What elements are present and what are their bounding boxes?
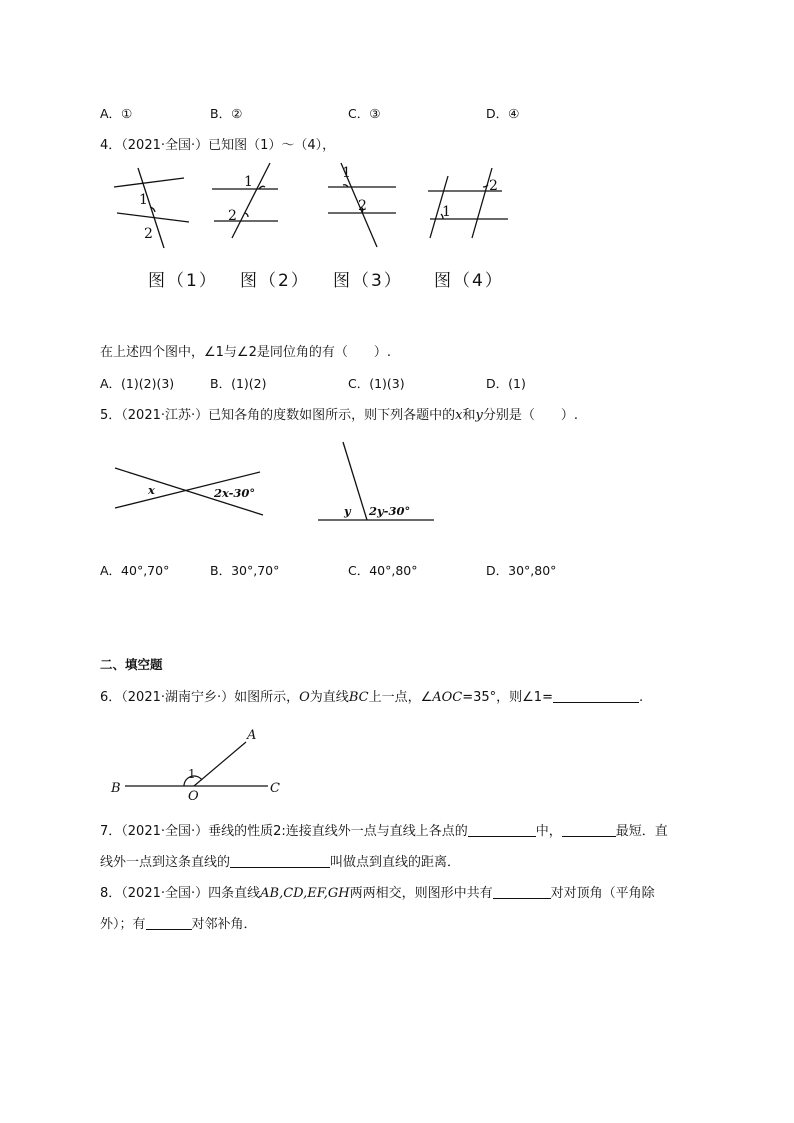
q5-fig1-expr: 2x-30°: [214, 486, 256, 500]
q6-stem: [100, 686, 643, 705]
q7-blank-2[interactable]: [562, 822, 616, 837]
q7-l1-b: 中，: [535, 824, 562, 839]
fig1-angle-1: 1: [139, 192, 148, 208]
q5-stem-after: 分别是（ ）.: [482, 408, 578, 423]
q7-l1-c: 最短．直: [615, 824, 668, 839]
q6-line-bc: BC: [348, 690, 369, 705]
q6-figure: [100, 722, 300, 804]
q8-line-names: AB,CD,EF,GH: [260, 886, 350, 901]
q6-angle-aoc: AOC: [432, 690, 463, 705]
q4-option-d: D．(1): [486, 376, 526, 391]
q6-label-b: B: [111, 781, 121, 796]
q3-option-a: A．①: [100, 106, 133, 121]
q7-line-1: [100, 820, 668, 839]
q5-option-a: A．40°,70°: [100, 563, 170, 578]
fig3-angle-2: 2: [358, 198, 367, 214]
q7-line-2: [100, 851, 460, 870]
q4-figures: [100, 158, 540, 253]
q8-l1-b: 两两相交，则图形中共有: [349, 886, 493, 901]
q8-l1-c: 对对顶角（平角除: [550, 886, 655, 901]
q5-fig1-x: x: [148, 483, 155, 497]
q5-stem: [100, 404, 578, 423]
q8-line-2: [100, 913, 257, 932]
q7-blank-1[interactable]: [468, 822, 536, 837]
fig1-line-top: [114, 178, 184, 187]
q6-point-o: O: [299, 690, 310, 705]
q7-l2-b: 叫做点到直线的距离．: [330, 855, 461, 870]
fig1-angle-2: 2: [144, 226, 153, 242]
fig-label-1: 图（1）: [148, 271, 218, 291]
fig2-arc-2: [245, 213, 248, 217]
q8-l2-b: 对邻补角．: [191, 917, 257, 932]
fig4-angle-2: 2: [489, 178, 498, 194]
q8-l1-a: 8．（2021·全国·）四条直线: [100, 886, 261, 901]
fig4-angle-1: 1: [442, 204, 451, 220]
fig2-angle-2: 2: [228, 208, 237, 224]
q5-fig2-expr: 2y-30°: [369, 504, 411, 518]
q5-option-b: B．30°,70°: [210, 563, 280, 578]
q6-label-a: A: [247, 728, 257, 743]
q7-l2-a: 线外一点到这条直线的: [100, 855, 231, 870]
fig-label-2: 图（2）: [240, 271, 310, 291]
q5-figures: [100, 440, 440, 530]
q6-label-1: 1: [188, 767, 196, 781]
q4-option-c: C．(1)(3): [348, 376, 405, 391]
q6-stem-end: .: [638, 690, 644, 705]
fig2-angle-1: 1: [244, 174, 253, 190]
q6-stem-b: 为直线: [309, 690, 349, 705]
q5-option-c: C．40°,80°: [348, 563, 418, 578]
q7-l1-a: 7．（2021·全国·）垂线的性质2:连接直线外一点与直线上各点的: [100, 824, 468, 839]
q5-fig2-y: y: [344, 504, 351, 518]
q4-option-a: A．(1)(2)(3): [100, 376, 175, 391]
q6-label-c: C: [270, 781, 280, 796]
q5-stem-before: 5．（2021·江苏·）已知各角的度数如图所示，则下列各题中的: [100, 408, 456, 423]
q6-stem-d: =35°，则∠1=: [462, 690, 553, 705]
q4-option-b: B．(1)(2): [210, 376, 267, 391]
fig-label-3: 图（3）: [333, 271, 403, 291]
q5-var-y: y: [475, 408, 483, 423]
q5-option-d: D．30°,80°: [486, 563, 557, 578]
section-title-fill-in: 二、填空题: [100, 657, 163, 672]
q6-answer-blank[interactable]: [553, 688, 639, 703]
q3-option-d: D．④: [486, 106, 520, 121]
q8-line-1: [100, 882, 655, 901]
fig3-angle-1: 1: [342, 165, 351, 181]
q4-stem: 4．（2021·全国·）已知图（1）～（4），: [100, 138, 336, 153]
q6-stem-a: 6．（2021·湖南宁乡·）如图所示，: [100, 690, 300, 705]
q7-blank-3[interactable]: [230, 853, 330, 868]
q8-l2-a: 外）；有: [100, 917, 146, 932]
q3-option-c: C．③: [348, 106, 381, 121]
q8-blank-2[interactable]: [146, 915, 192, 930]
q4-question: 在上述四个图中，∠1与∠2是同位角的有（ ）.: [100, 345, 391, 360]
q5-and: 和: [462, 408, 476, 423]
q5-var-x: x: [455, 408, 463, 423]
q6-stem-c: 上一点，∠: [368, 690, 433, 705]
q6-label-o: O: [188, 789, 199, 804]
q3-option-b: B．②: [210, 106, 243, 121]
q8-blank-1[interactable]: [493, 884, 551, 899]
fig-label-4: 图（4）: [434, 271, 504, 291]
